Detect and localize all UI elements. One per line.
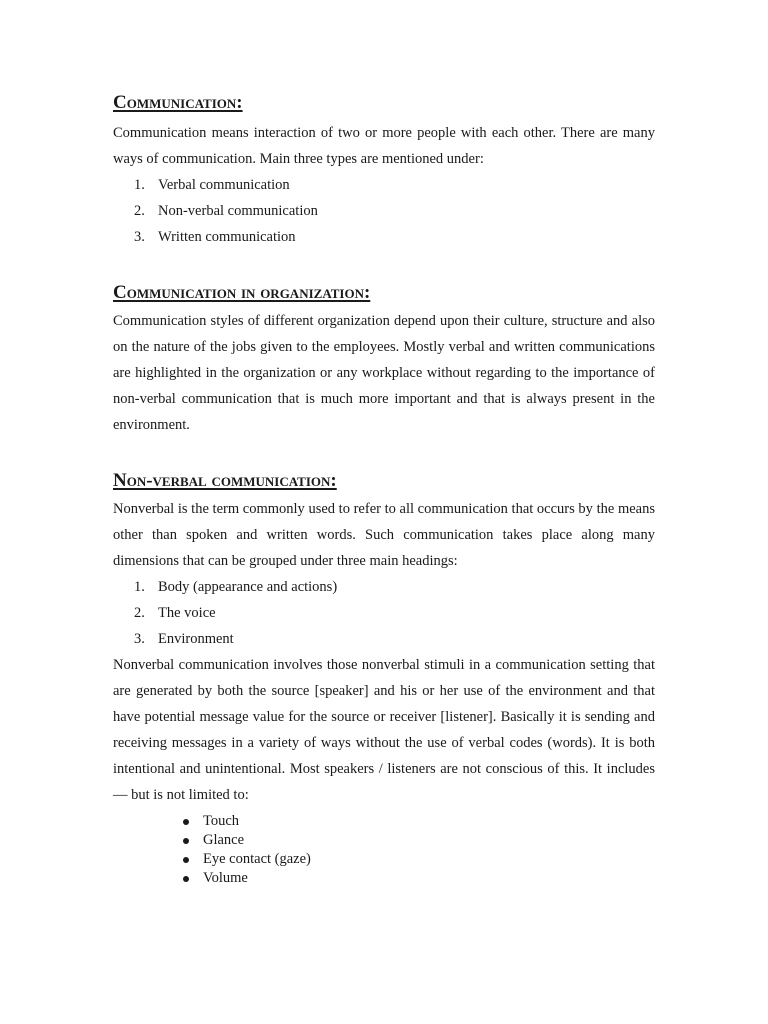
bullet-list	[113, 812, 655, 888]
list-item-text: Body (appearance and actions)	[158, 579, 338, 595]
bullet-item	[113, 831, 655, 850]
bullet-icon	[183, 838, 189, 844]
list-item-text: Environment	[158, 631, 234, 647]
section-non-verbal-communication	[113, 466, 655, 888]
section-heading: Non-verbal communication:	[113, 470, 337, 491]
paragraph: Nonverbal is the term commonly used to refer to all communication that occurs by the means other than spoken and written words. Such communication takes place along many dimensions that can be grouped under three main headings:	[113, 501, 655, 569]
bullet-item	[113, 850, 655, 869]
list-item-text: The voice	[158, 605, 216, 621]
document-page	[113, 88, 655, 888]
bullet-icon	[183, 857, 189, 863]
list-item	[113, 574, 655, 600]
list-number: 2.	[134, 605, 145, 621]
list-item-text: Verbal communication	[158, 177, 290, 193]
section-communication-in-organization	[113, 278, 655, 438]
list-item	[113, 172, 655, 198]
bullet-item	[113, 812, 655, 831]
bullet-item-text: Eye contact (gaze)	[203, 851, 311, 867]
paragraph: Nonverbal communication involves those nonverbal stimuli in a communication setting that are generated by both the source [speaker] and his or her use of the environment and that have potential message value for the source or receiver [listener]. Basically it is sending and receiving messages in a variety of ways without the use of verbal codes (words). It is both intentional and unintentional. Most speakers / listeners are not conscious of this. It includes — but is not limited to:	[113, 657, 655, 803]
section-communication	[113, 88, 655, 250]
list-number: 1.	[134, 177, 145, 193]
list-number: 3.	[134, 631, 145, 647]
list-item	[113, 198, 655, 224]
list-number: 2.	[134, 203, 145, 219]
bullet-icon	[183, 876, 189, 882]
paragraph: Communication styles of different organization depend upon their culture, structure and also on the nature of the jobs given to the employees. Mostly verbal and written communications are highlighted in the organization or any workplace without regarding to the importance of non-verbal communication that is much more important and that is always present in the environment.	[113, 313, 655, 433]
list-item	[113, 224, 655, 250]
section-heading: Communication:	[113, 92, 243, 113]
numbered-list	[113, 172, 655, 250]
numbered-list	[113, 574, 655, 652]
paragraph: Communication means interaction of two or more people with each other. There are many ways of communication. Main three types are mentioned under:	[113, 125, 655, 167]
list-item	[113, 626, 655, 652]
bullet-item	[113, 869, 655, 888]
list-item-text: Written communication	[158, 229, 296, 245]
bullet-icon	[183, 819, 189, 825]
list-item-text: Non-verbal communication	[158, 203, 318, 219]
bullet-item-text: Glance	[203, 832, 245, 848]
section-heading: Communication in organization:	[113, 282, 371, 303]
bullet-item-text: Volume	[203, 870, 248, 886]
list-number: 1.	[134, 579, 145, 595]
list-number: 3.	[134, 229, 145, 245]
bullet-item-text: Touch	[203, 813, 240, 829]
list-item	[113, 600, 655, 626]
